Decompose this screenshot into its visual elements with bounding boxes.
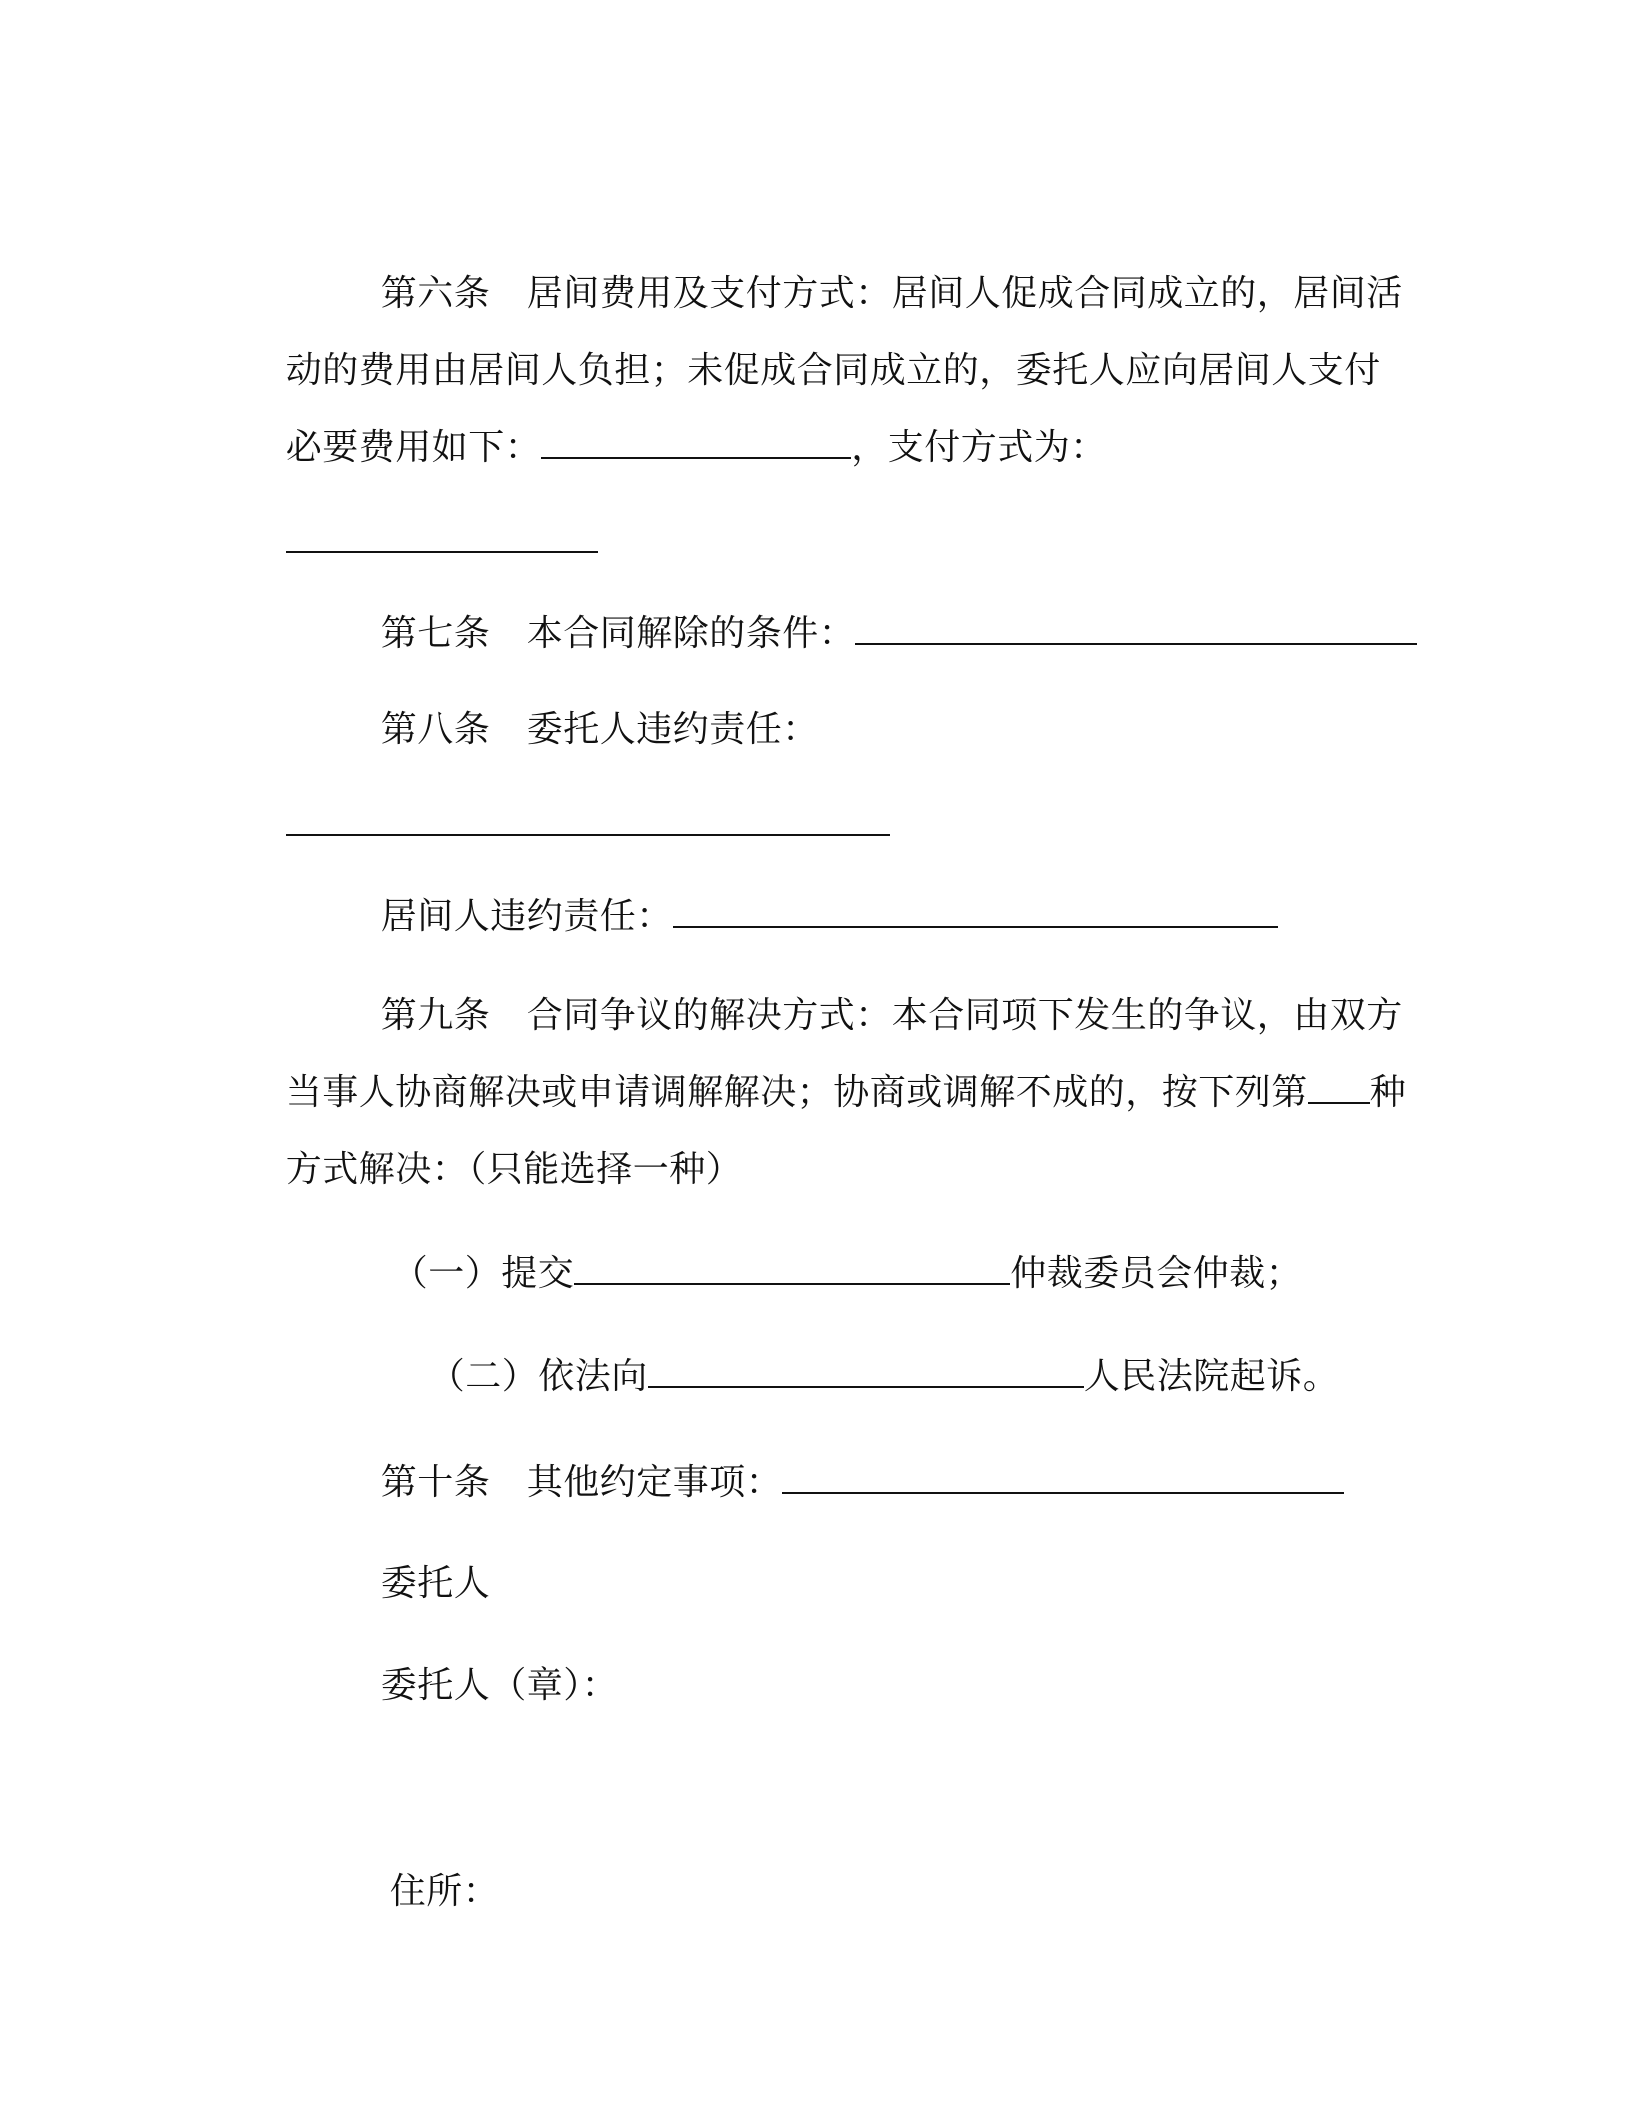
- client-seal-label: 委托人（章）：: [380, 1665, 619, 1706]
- article-9-option-2: （二）依法向 人民法院起诉。: [428, 1356, 1340, 1397]
- other-matters-blank[interactable]: [782, 1464, 1344, 1494]
- article-6-line-3: 必要费用如下： ，支付方式为：: [285, 427, 1107, 468]
- address-label: 住所：: [389, 1871, 500, 1912]
- article-9-line-2: 当事人协商解决或申请调解解决；协商或调解不成的，按下列第 种: [285, 1072, 1407, 1113]
- article-6-line-1: 第六条 居间费用及支付方式：居间人促成合同成立的，居间活: [380, 273, 1403, 314]
- article-8-client: 第八条 委托人违约责任：: [380, 709, 819, 750]
- article-9-line-3: 方式解决：（只能选择一种）: [285, 1149, 743, 1190]
- article-7: 第七条 本合同解除的条件：: [333, 518, 1417, 749]
- client-label: 委托人: [380, 1563, 491, 1604]
- method-number-blank[interactable]: [1308, 1074, 1370, 1104]
- termination-conditions-blank[interactable]: [855, 615, 1417, 645]
- article-9-option-1: （一）提交 仲裁委员会仲裁；: [391, 1253, 1303, 1294]
- article-6-line-2: 动的费用由居间人负担；未促成合同成立的，委托人应向居间人支付: [285, 350, 1381, 391]
- article-8-broker: 居间人违约责任：: [333, 801, 1278, 1032]
- article-10: 第十条 其他约定事项：: [333, 1367, 1344, 1598]
- article-9-line-1: 第九条 合同争议的解决方式：本合同项下发生的争议，由双方: [380, 995, 1403, 1036]
